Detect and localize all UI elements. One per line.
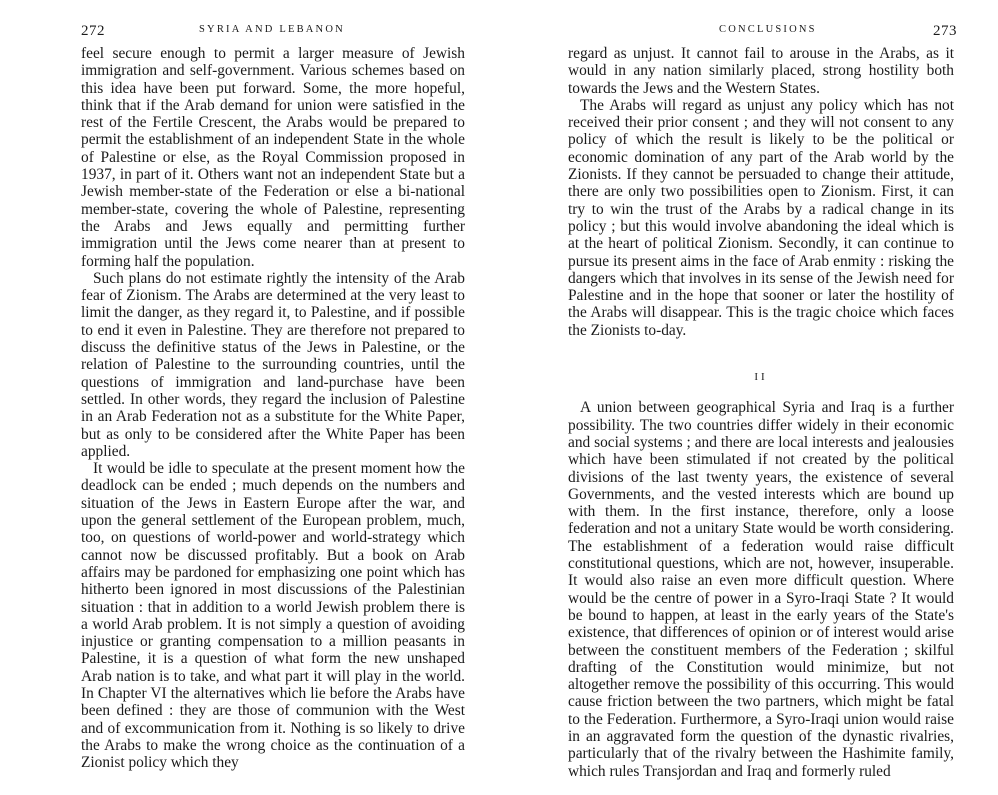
paragraph: It would be idle to speculate at the present moment how the deadlock can be ended ; much depends on the numbers and situation of the Jews in Eastern Europe after the war, and upon the general settlement of the European problem, much, too, on questions of world-power and world-strategy which cannot now be discussed profitably. But a book on Arab affairs may be pardoned for emphasizing one point which has hitherto been ignored in most discussions of the Palestinian situation : that in addition to a world Jewish problem there is a world Arab problem. It is not simply a question of avoiding injustice or granting compensation to a million peasants in Palestine, it is a question of what form the new unshaped Arab nation is to take, and what part it will play in the world. In Chapter VI the alternatives which lie before the Arabs have been defined : they are those of communion with the West and of excommunication from it. Nothing is so likely to drive the Arabs to make the wrong choice as the continuation of a Zionist policy which they bbox=[81, 460, 465, 772]
paragraph: regard as unjust. It cannot fail to arouse in the Arabs, as it would in any nation similarly placed, strong hostility both towards the Jews and the Western States. bbox=[568, 45, 954, 97]
right-page bbox=[499, 0, 998, 795]
page-number: 273 bbox=[933, 23, 957, 39]
paragraph: A union between geographical Syria and Iraq is a further possibility. The two countries differ widely in their economic and social systems ; and there are local interests and jealousies which have been stimulated if not created by the political divisions of the last twenty years, the existence of several Governments, and the vested interests which are bound up with them. In the first instance, therefore, only a loose federation and not a unitary State would be worth considering. The establishment of a federation would raise difficult constitutional questions, which are not, however, insuperable. It would also raise an even more difficult question. Where would be the centre of power in a Syro-Iraqi State ? It would be bound to happen, at least in the early years of the State's existence, that differences of opinion or of interest would arise between the constituent members of the Federation ; skilful drafting of the Constitution would minimize, but not altogether remove the possibility of this occurring. This would cause friction between the two partners, which might be fatal to the Federation. Furthermore, a Syro-Iraqi union would raise in an aggravated form the question of the dynastic rivalries, particularly that of the rivalry between the Hashimite family, which rules Transjordan and Iraq and formerly ruled bbox=[568, 399, 954, 780]
paragraph: The Arabs will regard as unjust any policy which has not received their prior consent ; and they will not consent to any policy of which the result is likely to be the political or economic domination of any part of the Arab world by the Zionists. If they cannot be persuaded to change their attitude, there are only two possibilities open to Zionism. First, it can try to win the trust of the Arabs by a radical change in its policy ; but this would involve abandoning the ideal which is at the heart of political Zionism. Secondly, it can continue to pursue its present aims in the face of Arab enmity : risking the dangers which that involves in its sense of the Jewish need for Palestine and in the hope that sooner or later the hostility of the Arabs will disappear. This is the tragic choice which faces the Zionists to-day. bbox=[568, 96, 954, 339]
page-body bbox=[81, 45, 465, 771]
running-head: CONCLUSIONS bbox=[719, 24, 817, 35]
page-body bbox=[568, 45, 954, 780]
paragraph: feel secure enough to permit a larger measure of Jewish immigration and self-government. Various schemes based on this idea have been put forward. Some, the more hopeful, think that if the Arab demand for union were satisfied in the rest of the Fertile Crescent, the Arabs would be prepared to permit the establishment of an independent State in the whole of Palestine or else, as the Royal Commission proposed in 1937, in part of it. Others want not an independent State but a Jewish member-state of the Federation or else a bi-national member-state, covering the whole of Palestine, representing the Arabs and Jews equally and permitting further immigration until the Jews come nearer than at present to forming half the population. bbox=[81, 45, 465, 270]
paragraph: Such plans do not estimate rightly the intensity of the Arab fear of Zionism. The Arabs are determined at the very least to limit the danger, as they regard it, to Palestine, and if possible to end it even in Palestine. They are therefore not prepared to discuss the definitive status of the Jews in Palestine, or the relation of Palestine to the surrounding countries, until the questions of immigration and land-purchase have been settled. In other words, they regard the inclusion of Palestine in an Arab Federation not as a substitute for the White Paper, but as only to be considered after the White Paper has been applied. bbox=[81, 269, 465, 460]
section-number: II bbox=[754, 371, 768, 384]
running-head: SYRIA AND LEBANON bbox=[199, 24, 345, 35]
page-number: 272 bbox=[81, 23, 105, 39]
